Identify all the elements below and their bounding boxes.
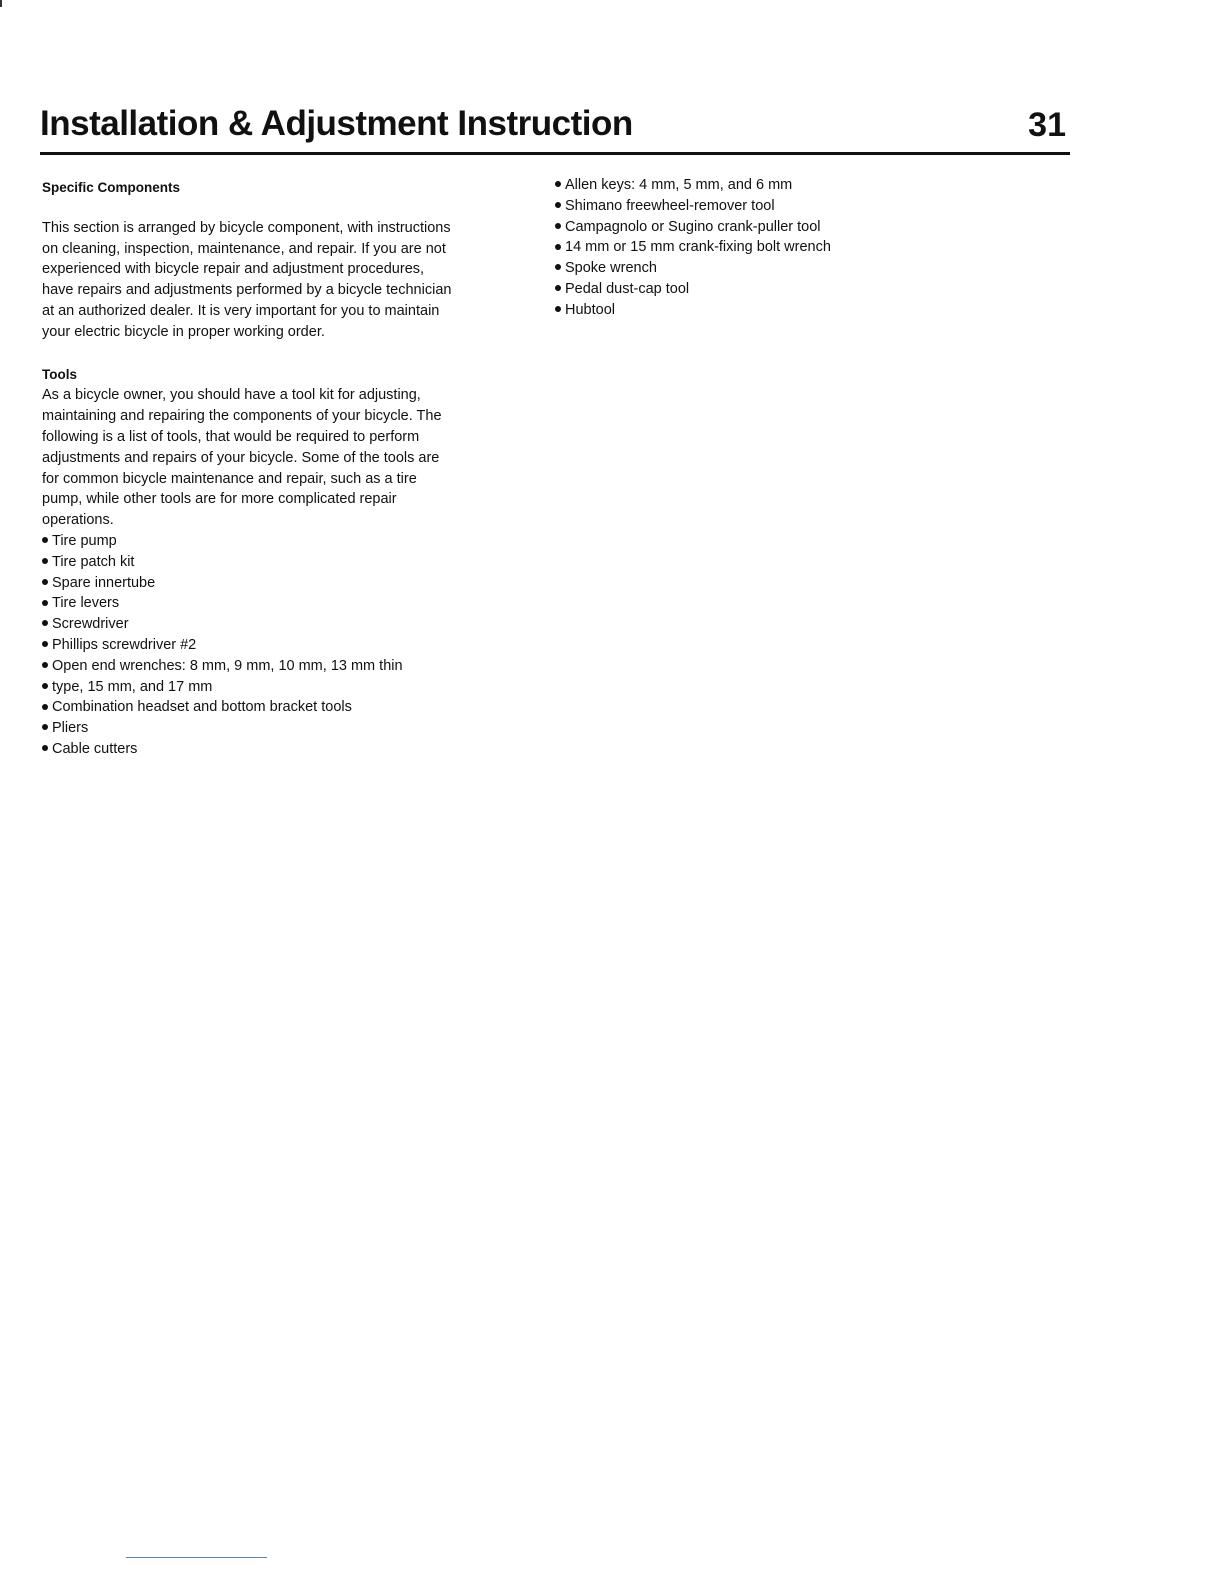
bullet-icon (42, 579, 48, 585)
list-item (42, 677, 512, 698)
list-item-text: 14 mm or 15 mm crank-fixing bolt wrench (565, 239, 831, 256)
bullet-icon (555, 244, 561, 250)
page-number: 31 (1028, 106, 1066, 144)
bullet-icon (555, 223, 561, 229)
bullet-icon (42, 724, 48, 730)
bullet-icon (555, 202, 561, 208)
bullet-icon (42, 662, 48, 668)
left-column (42, 178, 512, 760)
bullet-icon (42, 537, 48, 543)
list-item-text: Open end wrenches: 8 mm, 9 mm, 10 mm, 13 mm thin (52, 657, 403, 674)
specific-components-heading: Specific Components (42, 180, 181, 195)
list-item (42, 614, 512, 635)
list-item (555, 300, 1015, 321)
list-item (42, 656, 512, 677)
tools-list (42, 531, 512, 760)
list-item-text: Pedal dust-cap tool (565, 280, 690, 297)
list-item (42, 573, 512, 594)
list-item-text: Campagnolo or Sugino crank-puller tool (565, 218, 821, 235)
list-item-text: Spare innertube (52, 574, 156, 591)
tools-paragraph: As a bicycle owner, you should have a tool kit for adjusting, maintaining and repairing the components of your bicycle. The following is a list of tools, that would be required to perform adjustments and repairs of your bicycle. Some of the tools are for common bicycle maintenance and repair, such as a tire pump, while other tools are for more complicated repair operations. (42, 387, 442, 529)
list-item-text: Tire pump (52, 532, 117, 549)
right-column (555, 175, 1015, 321)
list-item (42, 552, 512, 573)
list-item-text: Spoke wrench (565, 260, 657, 277)
list-item (555, 279, 1015, 300)
list-item-text: Combination headset and bottom bracket tools (52, 699, 352, 716)
tools-heading: Tools (42, 366, 77, 382)
list-item-text: Allen keys: 4 mm, 5 mm, and 6 mm (565, 177, 793, 193)
list-item-text: Phillips screwdriver #2 (52, 636, 197, 653)
bullet-icon (555, 306, 561, 312)
list-item (42, 739, 512, 760)
bullet-icon (42, 745, 48, 751)
bullet-icon (42, 600, 48, 606)
list-item (555, 237, 1015, 258)
list-item (555, 196, 1015, 217)
specific-components-paragraph: This section is arranged by bicycle component, with instructions on cleaning, inspection, maintenance, and repair. If you are not experienced with bicycle repair and adjustment procedures, have repairs and adjustments performed by a bicycle technician at an authorized dealer. It is very important for you to maintain your electric bicycle in proper working order. (42, 219, 452, 340)
scan-edge-mark (0, 0, 2, 7)
bullet-icon (42, 704, 48, 710)
bullet-icon (555, 285, 561, 291)
bullet-icon (42, 683, 48, 689)
list-item-text: Pliers (52, 720, 89, 737)
list-item-text: Screwdriver (52, 616, 129, 633)
footer-rule (126, 1557, 267, 1558)
list-item-text: Cable cutters (52, 740, 138, 757)
page-header (40, 100, 1070, 155)
list-item (555, 175, 1015, 196)
list-item (42, 593, 512, 614)
tools-list-continued (555, 175, 1015, 321)
list-item-text: Tire levers (52, 595, 120, 612)
bullet-icon (555, 264, 561, 270)
list-item (42, 697, 512, 718)
list-item (42, 531, 512, 552)
page-title: Installation & Adjustment Instruction (40, 104, 633, 143)
list-item (42, 718, 512, 739)
bullet-icon (42, 620, 48, 626)
list-item-text: type, 15 mm, and 17 mm (52, 678, 213, 695)
list-item-text: Shimano freewheel-remover tool (565, 197, 775, 214)
bullet-icon (555, 181, 561, 187)
list-item-text: Tire patch kit (52, 553, 135, 570)
list-item-text: Hubtool (565, 301, 615, 318)
bullet-icon (42, 641, 48, 647)
list-item (555, 217, 1015, 238)
bullet-icon (42, 558, 48, 564)
list-item (42, 635, 512, 656)
list-item (555, 258, 1015, 279)
